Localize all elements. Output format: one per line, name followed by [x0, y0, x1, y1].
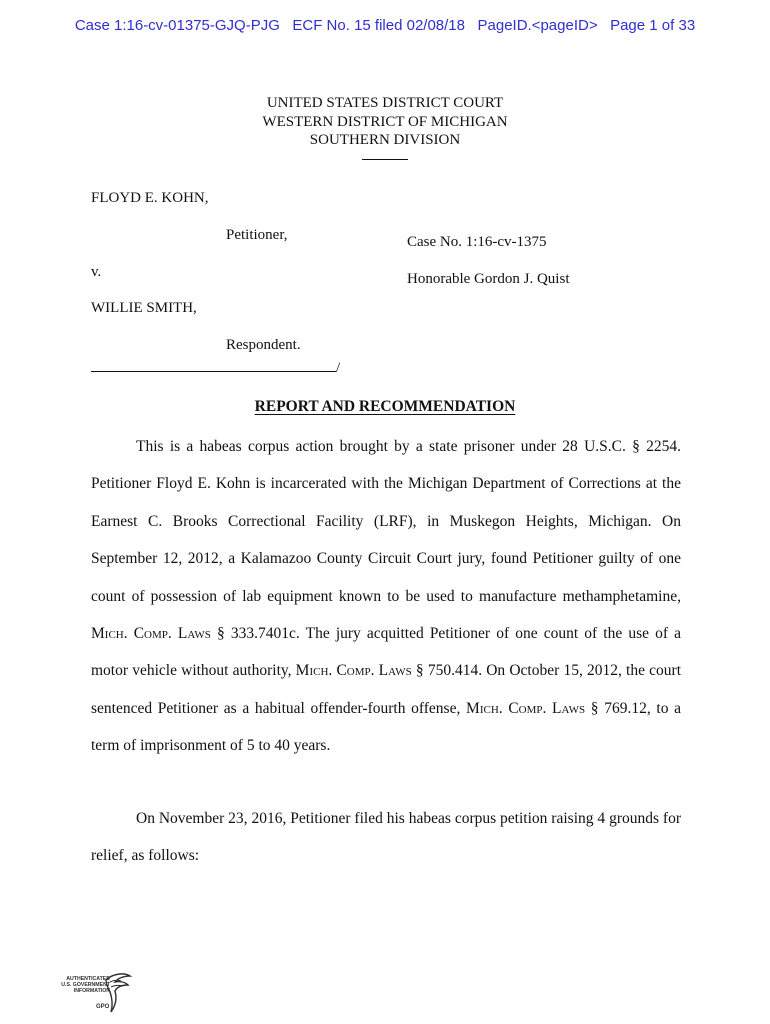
paragraph-1-text-c: § 750.414. On October 15, 2012, the court sentenced Petitioner as a habitual offender-fourth offense, — [91, 662, 682, 717]
paragraph-2-text: On November 23, 2016, Petitioner filed his habeas corpus petition raising 4 grounds for relief, as follows: — [91, 810, 681, 865]
paragraph-2 — [91, 800, 681, 875]
ecf-header: Case 1:16-cv-01375-GJQ-PJG ECF No. 15 filed 02/08/18 PageID.<pageID> Page 1 of 33 — [74, 17, 696, 34]
court-name: UNITED STATES DISTRICT COURT — [266, 95, 504, 111]
caption-closing-line — [91, 360, 340, 377]
court-district: WESTERN DISTRICT OF MICHIGAN — [262, 113, 508, 130]
document-title: REPORT AND RECOMMENDATION — [254, 398, 516, 415]
statute-citation-3: Mich. Comp. Laws — [466, 699, 586, 717]
respondent-name: WILLIE SMITH, — [91, 300, 197, 316]
gpo-authentication-seal — [40, 972, 132, 1018]
paragraph-1-text-b: § 333.7401c. The jury acquitted Petitioner of one count of the use of a motor vehicle without authority, — [91, 625, 681, 680]
judge-name: Honorable Gordon J. Quist — [407, 271, 570, 287]
paragraph-1-text-a: This is a habeas corpus action brought by a state prisoner under 28 U.S.C. § 2254. Petitioner Floyd E. Kohn is incarcerated with the Michigan Department of Corrections at the Earnest C. Brooks Correctional Facility (LRF), in Muskegon Heights, Michigan. On September 12, 2012, a Kalamazoo County Circuit Court jury, found Petitioner guilty of one count of possession of lab equipment known to be used to manufacture methamphetamine, — [91, 438, 681, 605]
case-number: Case No. 1:16-cv-1375 — [407, 234, 547, 250]
gpo-seal-line: U.S. GOVERNMENT — [61, 982, 110, 989]
caption-slash: / — [336, 360, 341, 376]
gpo-seal-text — [40, 976, 110, 995]
respondent-role: Respondent. — [226, 337, 301, 353]
statute-citation-1: Mich. Comp. Laws — [91, 625, 211, 643]
paragraph-1 — [91, 428, 681, 765]
eagle-icon — [102, 972, 132, 1016]
gpo-seal-line: AUTHENTICATED — [66, 976, 110, 982]
statute-citation-2: Mich. Comp. Laws — [295, 662, 412, 680]
court-heading — [0, 94, 770, 160]
petitioner-role: Petitioner, — [226, 227, 288, 243]
caption-underline — [91, 371, 336, 372]
gpo-mark: GPO — [96, 1004, 110, 1010]
court-division: SOUTHERN DIVISION — [309, 132, 461, 148]
paragraph-1-text-d: § 769.12, to a term of imprisonment of 5 to 40 years. — [91, 699, 682, 755]
petitioner-name: FLOYD E. KOHN, — [91, 190, 209, 206]
gpo-seal-line: INFORMATION — [73, 988, 110, 995]
heading-rule — [362, 159, 408, 160]
versus-label: v. — [91, 264, 102, 280]
